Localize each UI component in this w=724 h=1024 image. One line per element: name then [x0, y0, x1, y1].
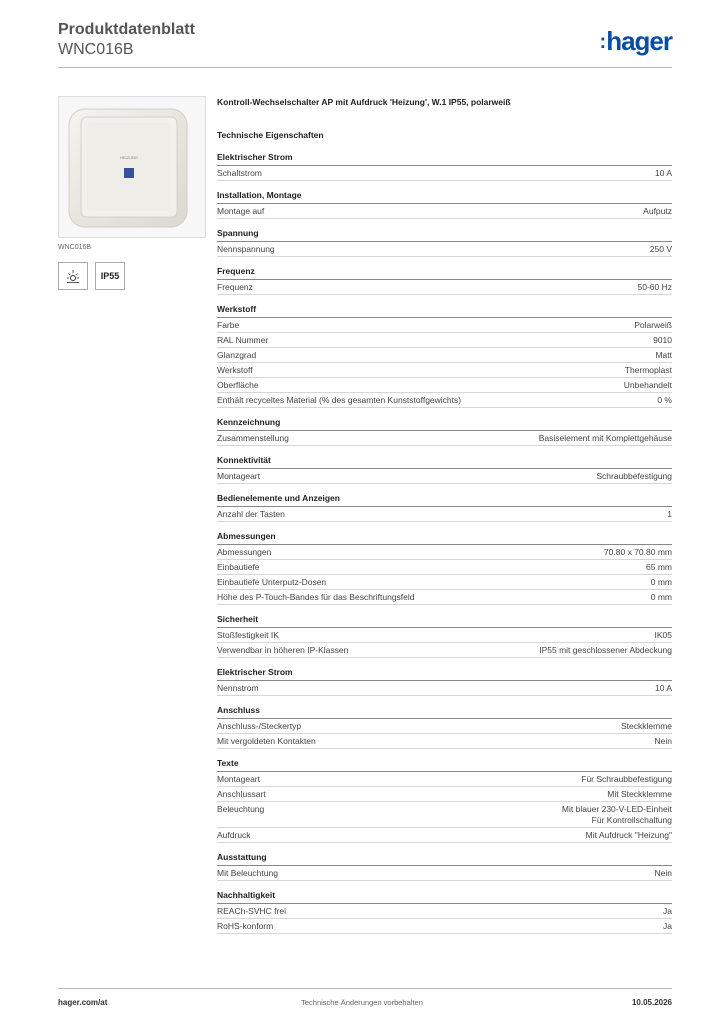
spec-section: [217, 851, 672, 881]
spec-label: Mit vergoldeten Kontakten: [217, 735, 316, 746]
section-title: Abmessungen: [217, 530, 672, 545]
spec-label: Einbautiefe Unterputz-Dosen: [217, 576, 327, 587]
spec-label: Verwendbar in höheren IP-Klassen: [217, 644, 349, 655]
spec-section: [217, 151, 672, 181]
spec-label: Montage auf: [217, 205, 265, 216]
spec-row: [217, 919, 672, 934]
section-title: Bedienelemente und Anzeigen: [217, 492, 672, 507]
spec-value: 9010: [653, 334, 672, 345]
spec-label: Farbe: [217, 319, 240, 330]
spec-section: [217, 454, 672, 484]
spec-row: [217, 772, 672, 787]
section-title: Elektrischer Strom: [217, 151, 672, 166]
spec-value: 0 %: [657, 394, 672, 405]
spec-section: [217, 189, 672, 219]
switch-illustration: [59, 97, 205, 237]
spec-value: Mit Aufdruck "Heizung": [585, 829, 672, 840]
section-title: Elektrischer Strom: [217, 666, 672, 681]
spec-value: Thermoplast: [624, 364, 672, 375]
spec-value: Aufputz: [643, 205, 672, 216]
spec-label: Enthält recyceltes Material (% des gesamten Kunststoffgewichts): [217, 394, 462, 405]
spec-value: 1: [667, 508, 672, 519]
spec-value: 50-60 Hz: [637, 281, 672, 292]
spec-row: [217, 787, 672, 802]
header-divider: [58, 67, 672, 68]
product-image: [58, 96, 206, 238]
spec-value: Ja: [663, 920, 672, 931]
section-title: Anschluss: [217, 704, 672, 719]
spec-label: Frequenz: [217, 281, 253, 292]
spec-value: Unbehandelt: [623, 379, 672, 390]
spec-row: [217, 575, 672, 590]
spec-label: RAL Nummer: [217, 334, 269, 345]
main-content: [217, 96, 672, 942]
spec-row: [217, 378, 672, 393]
spec-label: Zusammenstellung: [217, 432, 289, 443]
spec-row: [217, 166, 672, 181]
spec-row: [217, 904, 672, 919]
device-label: HEIZUNG: [120, 155, 138, 160]
spec-row: [217, 393, 672, 408]
spec-value: 0 mm: [650, 576, 672, 587]
spec-row: [217, 333, 672, 348]
section-title: Frequenz: [217, 265, 672, 280]
spec-row: [217, 628, 672, 643]
led-symbol-badge: [58, 262, 88, 290]
spec-row: [217, 866, 672, 881]
spec-label: Glanzgrad: [217, 349, 257, 360]
spec-row: [217, 363, 672, 378]
spec-label: Höhe des P-Touch-Bandes für das Beschriftungsfeld: [217, 591, 415, 602]
spec-label: RoHS-konform: [217, 920, 274, 931]
spec-value: Basiselement mit Komplettgehäuse: [538, 432, 672, 443]
spec-value: 70.80 x 70.80 mm: [603, 546, 672, 557]
spec-label: Nennspannung: [217, 243, 275, 254]
spec-row: [217, 734, 672, 749]
spec-label: Oberfläche: [217, 379, 259, 390]
section-title: Nachhaltigkeit: [217, 889, 672, 904]
section-title: Ausstattung: [217, 851, 672, 866]
product-title: Kontroll-Wechselschalter AP mit Aufdruck 'Heizung', W.1 IP55, polarweiß: [217, 97, 511, 107]
spec-value: Ja: [663, 905, 672, 916]
logo-text: hager: [606, 26, 672, 56]
section-title: Sicherheit: [217, 613, 672, 628]
spec-row: [217, 242, 672, 257]
spec-label: Montageart: [217, 773, 260, 784]
technical-heading: Technische Eigenschaften: [217, 130, 324, 140]
spec-label: REACh-SVHC frei: [217, 905, 286, 916]
spec-value: Polarweiß: [634, 319, 672, 330]
spec-label: Schaltstrom: [217, 167, 262, 178]
spec-value: 10 A: [654, 167, 672, 178]
ip-rating-text: IP55: [100, 271, 120, 281]
spec-label: Nennstrom: [217, 682, 259, 693]
spec-value: Schraubbefestigung: [596, 470, 672, 481]
spec-section: [217, 265, 672, 295]
spec-label: Anschlussart: [217, 788, 266, 799]
spec-value: Mit blauer 230-V-LED-Einheit Für Kontrollschaltung: [561, 803, 672, 825]
spec-sections: [217, 151, 672, 934]
spec-section: [217, 416, 672, 446]
footer-date: 10.05.2026: [631, 998, 672, 1007]
spec-label: Abmessungen: [217, 546, 272, 557]
ip-rating-badge: [95, 262, 125, 290]
spec-label: Aufdruck: [217, 829, 251, 840]
spec-row: [217, 828, 672, 843]
spec-label: Einbautiefe: [217, 561, 260, 572]
spec-row: [217, 507, 672, 522]
spec-section: [217, 613, 672, 658]
logo-dots-icon: :: [599, 31, 606, 53]
footer-disclaimer: Technische Änderungen vorbehalten: [301, 998, 423, 1007]
spec-value: IK05: [654, 629, 672, 640]
hager-logo: [600, 26, 672, 57]
spec-value: Nein: [654, 867, 672, 878]
spec-value: 10 A: [654, 682, 672, 693]
spec-row: [217, 545, 672, 560]
footer-website[interactable]: hager.com/at: [58, 998, 108, 1007]
spec-section: [217, 704, 672, 749]
spec-value: 65 mm: [646, 561, 672, 572]
spec-row: [217, 719, 672, 734]
spec-section: [217, 530, 672, 605]
spec-row: [217, 469, 672, 484]
spec-value: Nein: [654, 735, 672, 746]
spec-value: Matt: [655, 349, 672, 360]
spec-label: Stoßfestigkeit IK: [217, 629, 279, 640]
spec-label: Anzahl der Tasten: [217, 508, 285, 519]
spec-row: [217, 204, 672, 219]
spec-value: IP55 mit geschlossener Abdeckung: [539, 644, 672, 655]
spec-value: 250 V: [649, 243, 672, 254]
led-light-icon: [64, 267, 82, 285]
spec-section: [217, 889, 672, 934]
spec-row: [217, 431, 672, 446]
spec-row: [217, 802, 672, 828]
spec-row: [217, 643, 672, 658]
section-title: Kennzeichnung: [217, 416, 672, 431]
spec-section: [217, 492, 672, 522]
spec-label: Beleuchtung: [217, 803, 265, 814]
document-header: [58, 20, 195, 60]
spec-row: [217, 280, 672, 295]
spec-value: Steckklemme: [620, 720, 672, 731]
section-title: Spannung: [217, 227, 672, 242]
spec-section: [217, 303, 672, 408]
spec-label: Werkstoff: [217, 364, 253, 375]
spec-label: Mit Beleuchtung: [217, 867, 278, 878]
product-code: WNC016B: [58, 41, 134, 58]
spec-section: [217, 227, 672, 257]
spec-row: [217, 348, 672, 363]
section-title: Werkstoff: [217, 303, 672, 318]
document-title: Produktdatenblatt: [58, 21, 195, 38]
section-title: Installation, Montage: [217, 189, 672, 204]
footer-divider: [58, 988, 672, 989]
spec-section: [217, 757, 672, 843]
spec-row: [217, 318, 672, 333]
spec-value: Mit Steckklemme: [607, 788, 672, 799]
spec-section: [217, 666, 672, 696]
spec-row: [217, 560, 672, 575]
spec-row: [217, 681, 672, 696]
image-caption: WNC016B: [58, 244, 92, 251]
spec-row: [217, 590, 672, 605]
spec-value: 0 mm: [650, 591, 672, 602]
spec-value: Für Schraubbefestigung: [581, 773, 672, 784]
section-title: Texte: [217, 757, 672, 772]
section-title: Konnektivität: [217, 454, 672, 469]
spec-label: Anschluss-/Steckertyp: [217, 720, 302, 731]
spec-label: Montageart: [217, 470, 260, 481]
